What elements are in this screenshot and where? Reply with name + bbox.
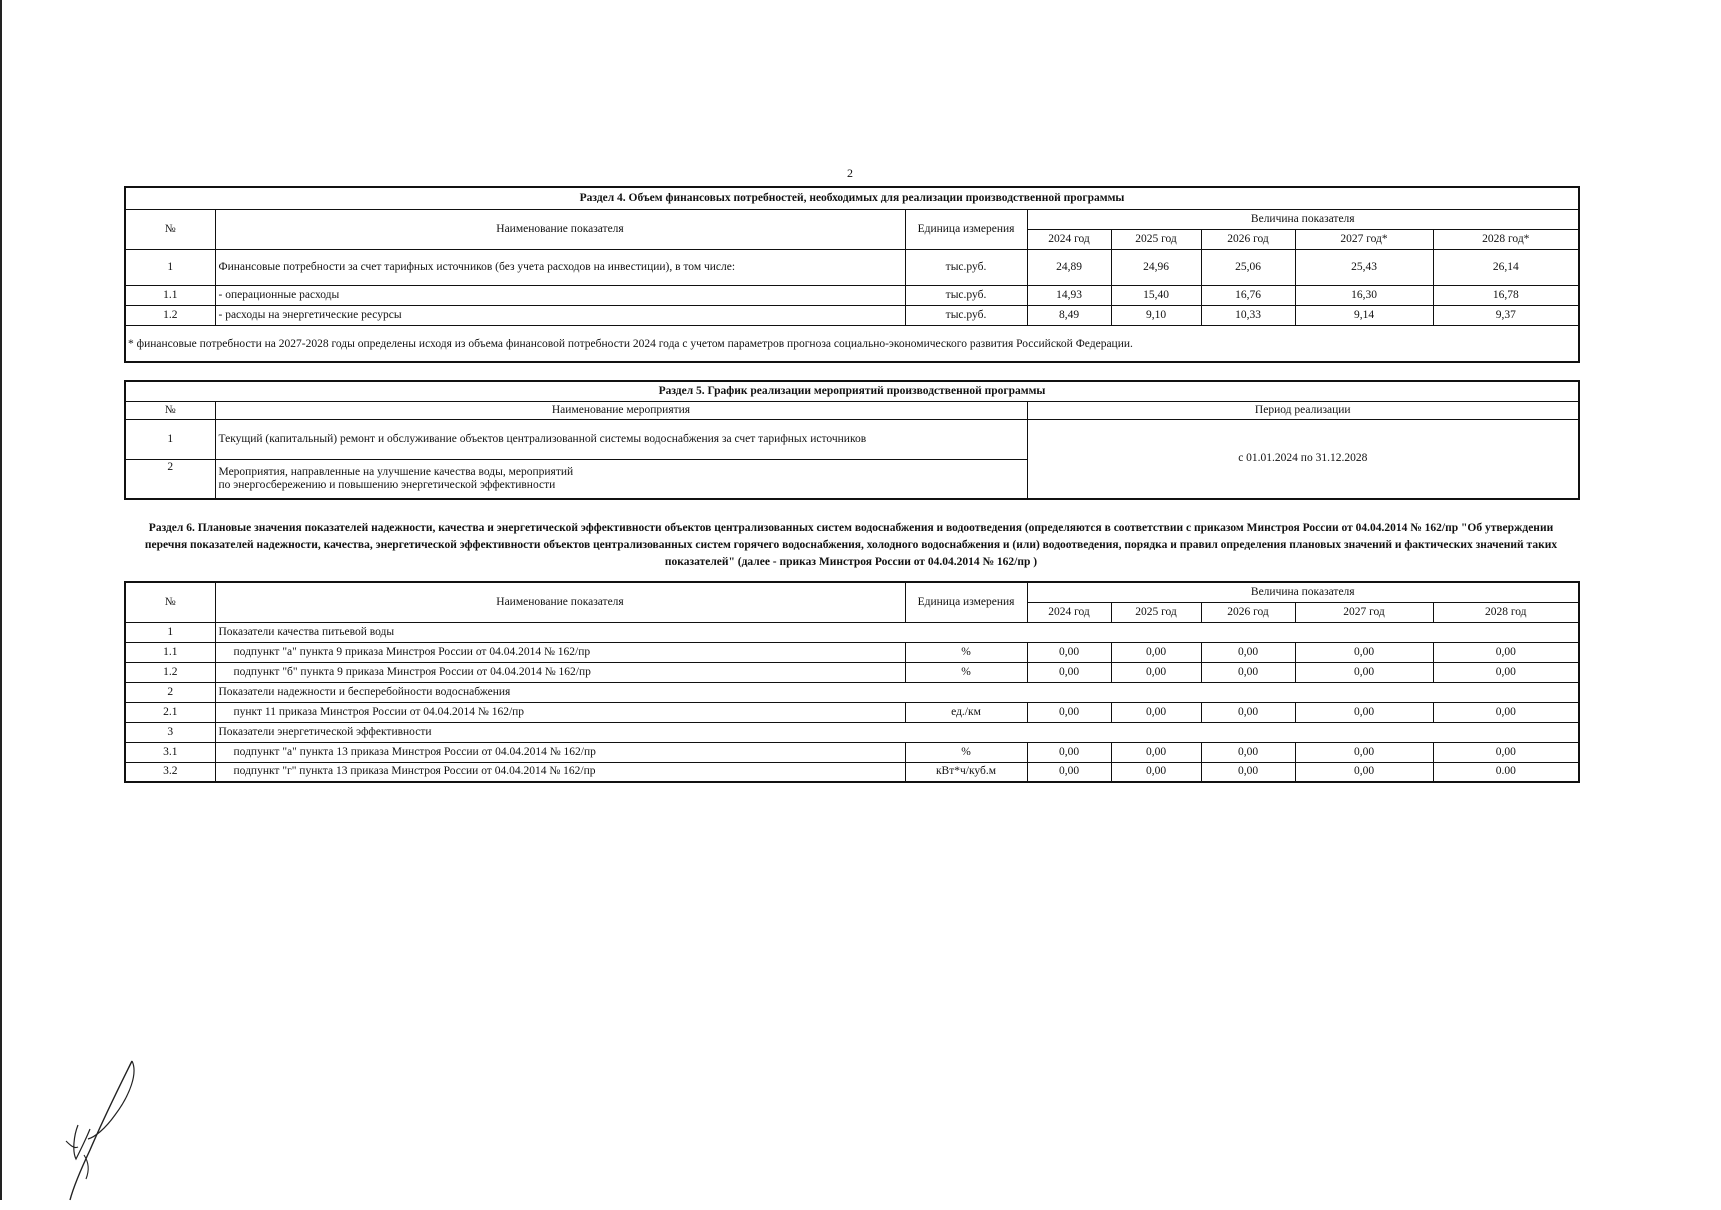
row-name: подпункт "а" пункта 9 приказа Минстроя России от 04.04.2014 № 162/пр — [215, 642, 905, 662]
table-row — [125, 642, 1579, 662]
section-6-table — [124, 581, 1580, 783]
row-value: 0,00 — [1295, 762, 1433, 782]
row-value: 25,06 — [1201, 249, 1295, 285]
section-5-table — [124, 380, 1580, 500]
header-unit: Единица измерения — [905, 582, 1027, 622]
row-num: 1.1 — [125, 285, 215, 305]
row-unit: % — [905, 642, 1027, 662]
table-row — [125, 762, 1579, 782]
row-num: 1 — [125, 622, 215, 642]
header-num: № — [125, 582, 215, 622]
handwritten-signature-icon — [60, 1055, 150, 1210]
row-num: 1 — [125, 249, 215, 285]
row-value: 0,00 — [1295, 702, 1433, 722]
row-num: 1.1 — [125, 642, 215, 662]
section-5-title: Раздел 5. График реализации мероприятий производственной программы — [125, 381, 1579, 401]
row-unit: % — [905, 662, 1027, 682]
row-value: 0,00 — [1201, 742, 1295, 762]
table-row — [125, 702, 1579, 722]
row-value: 16,78 — [1433, 285, 1579, 305]
row-unit: % — [905, 742, 1027, 762]
row-unit: тыс.руб. — [905, 285, 1027, 305]
table-row — [125, 742, 1579, 762]
row-num: 2 — [125, 682, 215, 702]
row-value: 0,00 — [1433, 642, 1579, 662]
table-row — [125, 305, 1579, 325]
header-value-group: Величина показателя — [1027, 209, 1579, 229]
section-4 — [124, 186, 1578, 363]
row-unit: тыс.руб. — [905, 305, 1027, 325]
year-header: 2027 год — [1295, 602, 1433, 622]
header-unit: Единица измерения — [905, 209, 1027, 249]
header-name: Наименование показателя — [215, 209, 905, 249]
row-name: пункт 11 приказа Минстроя России от 04.04.2014 № 162/пр — [215, 702, 905, 722]
group-name: Показатели энергетической эффективности — [215, 722, 1579, 742]
row-value: 0,00 — [1433, 662, 1579, 682]
row-value: 8,49 — [1027, 305, 1111, 325]
row-value: 0,00 — [1201, 662, 1295, 682]
year-header: 2026 год — [1201, 602, 1295, 622]
row-value: 0,00 — [1201, 762, 1295, 782]
row-name: - расходы на энергетические ресурсы — [215, 305, 905, 325]
section-6 — [124, 508, 1578, 783]
table-row — [125, 662, 1579, 682]
header-value-group: Величина показателя — [1027, 582, 1579, 602]
row-num: 1.2 — [125, 305, 215, 325]
row-num: 2 — [125, 459, 215, 499]
year-header: 2025 год — [1111, 229, 1201, 249]
row-value: 24,96 — [1111, 249, 1201, 285]
row-value: 0,00 — [1027, 662, 1111, 682]
row-value: 16,76 — [1201, 285, 1295, 305]
row-value: 0.00 — [1433, 762, 1579, 782]
row-num: 3 — [125, 722, 215, 742]
row-value: 15,40 — [1111, 285, 1201, 305]
year-header: 2026 год — [1201, 229, 1295, 249]
row-value: 0,00 — [1433, 742, 1579, 762]
row-name: Финансовые потребности за счет тарифных источников (без учета расходов на инвестиции), в том числе: — [215, 249, 905, 285]
group-row — [125, 682, 1579, 702]
section-4-table — [124, 186, 1580, 363]
row-value: 0,00 — [1111, 662, 1201, 682]
page-left-edge — [0, 0, 2, 1200]
period-value: с 01.01.2024 по 31.12.2028 — [1027, 419, 1579, 499]
row-value: 0,00 — [1027, 742, 1111, 762]
section-4-title: Раздел 4. Объем финансовых потребностей, необходимых для реализации производственной программы — [125, 187, 1579, 209]
row-value: 14,93 — [1027, 285, 1111, 305]
table-row — [125, 249, 1579, 285]
row-value: 24,89 — [1027, 249, 1111, 285]
row-value: 0,00 — [1027, 642, 1111, 662]
row-value: 0,00 — [1295, 662, 1433, 682]
s5-header-num: № — [125, 401, 215, 419]
s5-header-name: Наименование мероприятия — [215, 401, 1027, 419]
row-num: 2.1 — [125, 702, 215, 722]
group-name: Показатели качества питьевой воды — [215, 622, 1579, 642]
section-6-title: Раздел 6. Плановые значения показателей надежности, качества и энергетической эффективности объектов централизованных систем водоснабжения и водоотведения (определяются в соответствии с приказом Минстроя России от 04.04.2014 № 162/пр "Об утверждении перечня показателей надежности, качества, энергетической эффективности объектов централизованных систем горячего водоснабжения, холодного водоснабжения и (или) водоотведения, порядка и правил определения плановых значений и фактических значений таких показателей" (далее - приказ Минстроя России от 04.04.2014 № 162/пр ) — [144, 522, 1558, 568]
row-num: 3.2 — [125, 762, 215, 782]
row-name-line-1: Мероприятия, направленные на улучшение качества воды, мероприятий — [218, 465, 574, 478]
header-name: Наименование показателя — [215, 582, 905, 622]
row-name: подпункт "г" пункта 13 приказа Минстроя России от 04.04.2014 № 162/пр — [215, 762, 905, 782]
row-name: подпункт "а" пункта 13 приказа Минстроя России от 04.04.2014 № 162/пр — [215, 742, 905, 762]
row-value: 9,10 — [1111, 305, 1201, 325]
row-value: 0,00 — [1027, 702, 1111, 722]
year-header: 2028 год — [1433, 602, 1579, 622]
row-value: 0,00 — [1201, 702, 1295, 722]
row-value: 26,14 — [1433, 249, 1579, 285]
row-value: 9,14 — [1295, 305, 1433, 325]
row-value: 25,43 — [1295, 249, 1433, 285]
row-num: 1.2 — [125, 662, 215, 682]
row-value: 0,00 — [1201, 642, 1295, 662]
table-row — [125, 419, 1579, 459]
row-value: 10,33 — [1201, 305, 1295, 325]
section-4-footnote: * финансовые потребности на 2027-2028 годы определены исходя из объема финансовой потребности 2024 года с учетом параметров прогноза социально-экономического развития Российской Федерации. — [125, 325, 1579, 362]
row-value: 16,30 — [1295, 285, 1433, 305]
row-value: 0,00 — [1295, 642, 1433, 662]
row-unit: кВт*ч/куб.м — [905, 762, 1027, 782]
row-value: 0,00 — [1111, 702, 1201, 722]
row-value: 0,00 — [1433, 702, 1579, 722]
year-header: 2024 год — [1027, 229, 1111, 249]
row-name-line-2: по энергосбережению и повышению энергетической эффективности — [218, 478, 556, 491]
row-unit: ед./км — [905, 702, 1027, 722]
row-value: 0,00 — [1295, 742, 1433, 762]
year-header: 2024 год — [1027, 602, 1111, 622]
s5-header-period: Период реализации — [1027, 401, 1579, 419]
row-value: 0,00 — [1111, 642, 1201, 662]
row-num: 1 — [125, 419, 215, 459]
group-row — [125, 622, 1579, 642]
row-value: 0,00 — [1111, 762, 1201, 782]
row-value: 9,37 — [1433, 305, 1579, 325]
row-name: - операционные расходы — [215, 285, 905, 305]
group-row — [125, 722, 1579, 742]
row-value: 0,00 — [1111, 742, 1201, 762]
page-number: 2 — [847, 166, 853, 180]
header-num: № — [125, 209, 215, 249]
row-name: подпункт "б" пункта 9 приказа Минстроя России от 04.04.2014 № 162/пр — [215, 662, 905, 682]
year-header: 2028 год* — [1433, 229, 1579, 249]
row-name: Текущий (капитальный) ремонт и обслуживание объектов централизованной системы водоснабжения за счет тарифных источников — [215, 419, 1027, 459]
row-value: 0,00 — [1027, 762, 1111, 782]
row-unit: тыс.руб. — [905, 249, 1027, 285]
row-num: 3.1 — [125, 742, 215, 762]
table-row — [125, 285, 1579, 305]
year-header: 2027 год* — [1295, 229, 1433, 249]
row-name — [215, 459, 1027, 499]
group-name: Показатели надежности и бесперебойности водоснабжения — [215, 682, 1579, 702]
section-5 — [124, 380, 1578, 500]
year-header: 2025 год — [1111, 602, 1201, 622]
